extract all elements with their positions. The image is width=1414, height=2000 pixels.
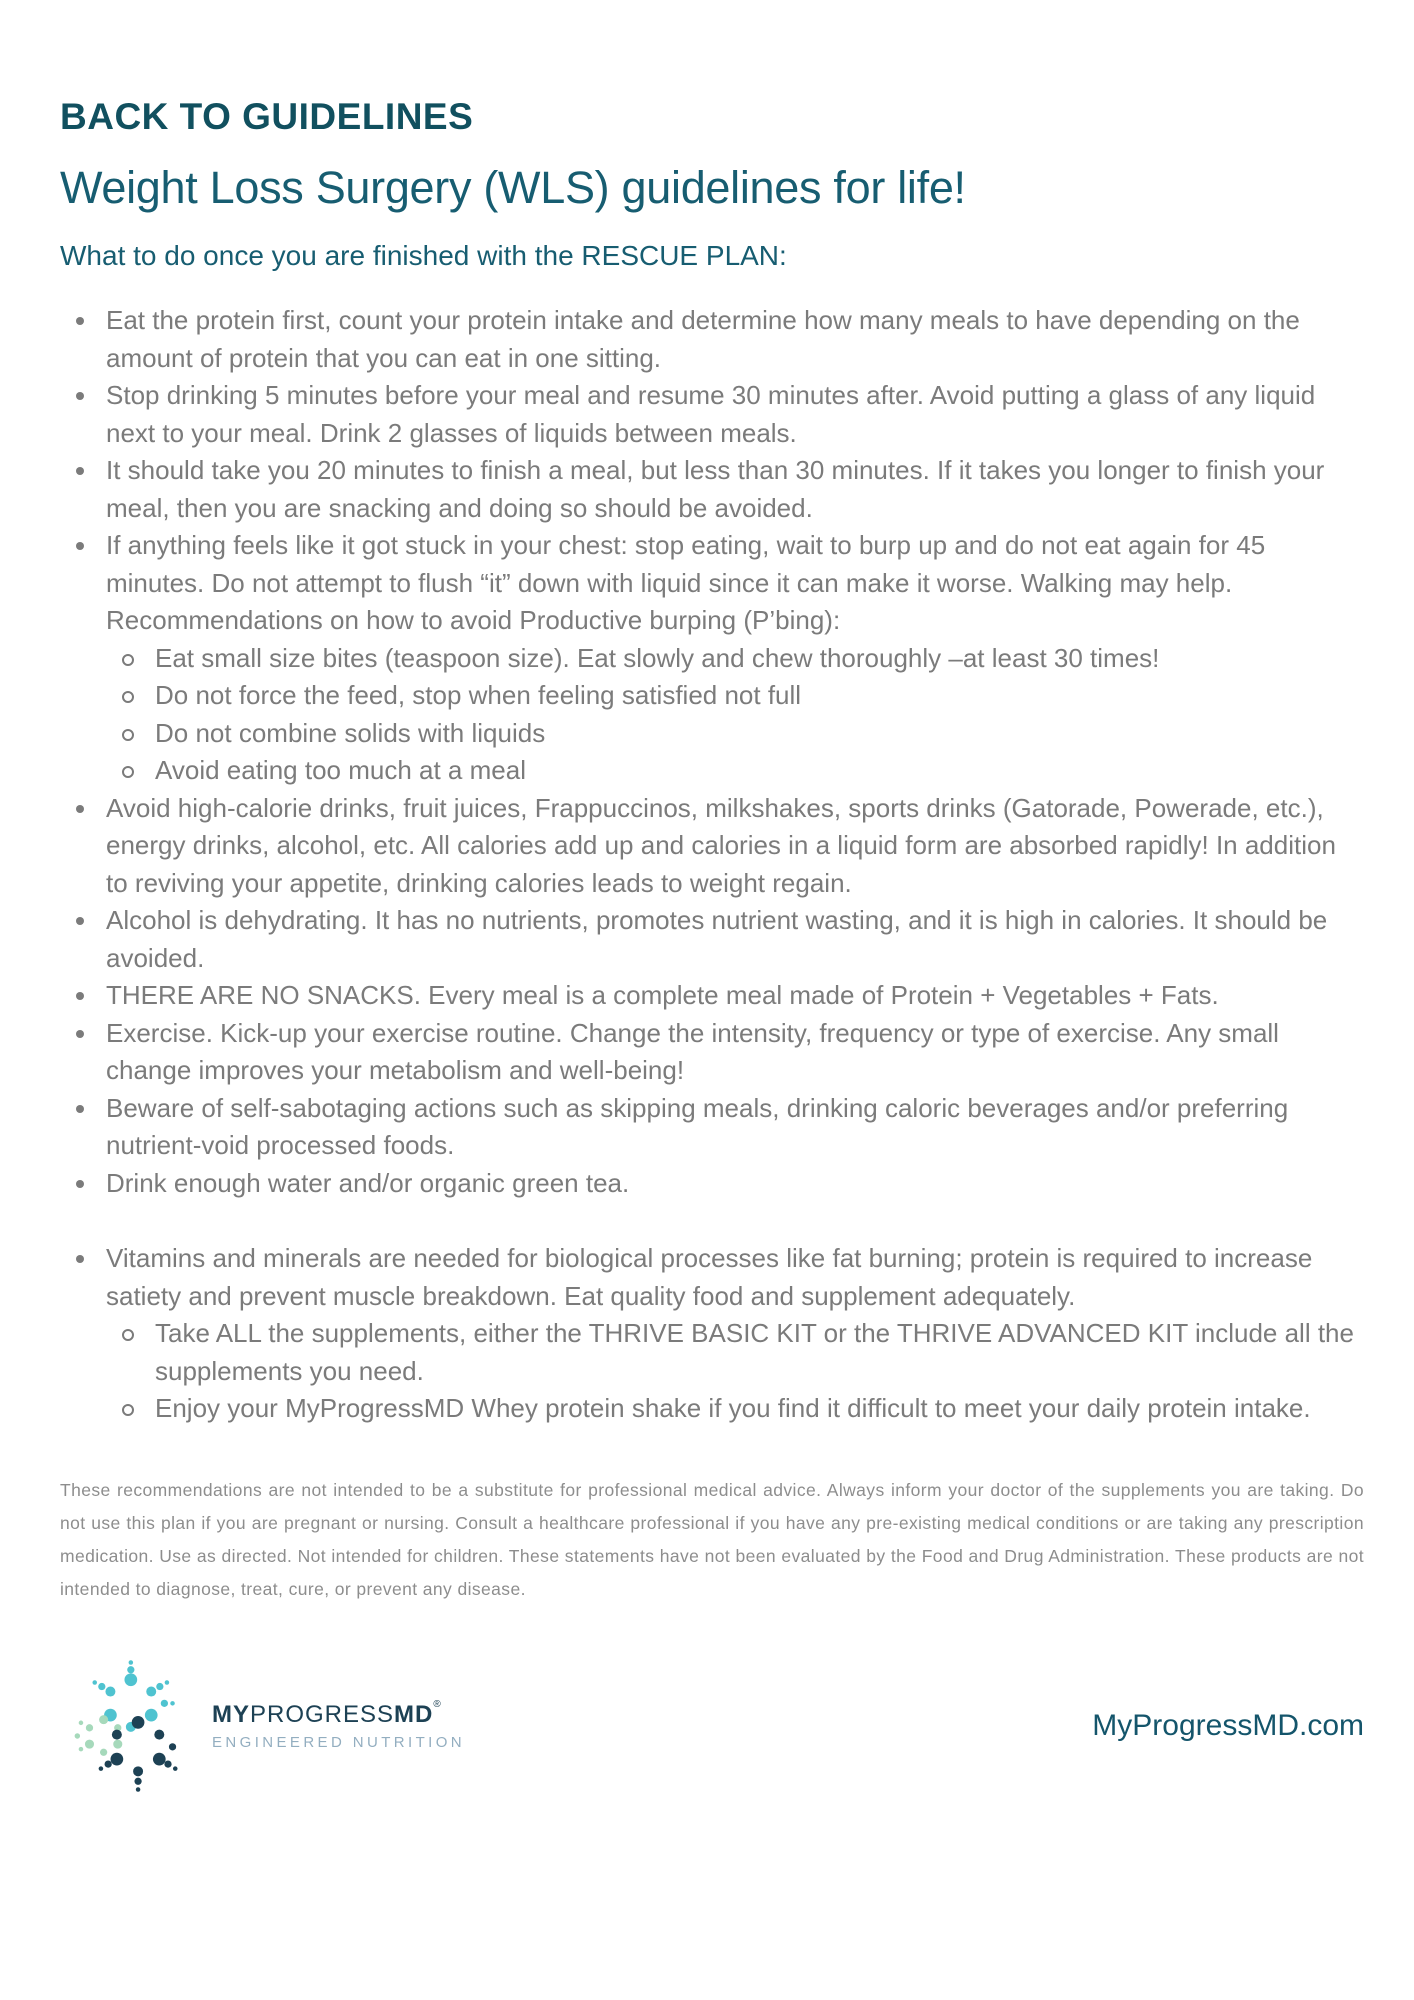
list-item-text: Exercise. Kick-up your exercise routine. Change the intensity, frequency or type of exercise. Any small change improves your metabolism and well-being! bbox=[106, 1017, 1279, 1085]
logo-tagline: ENGINEERED NUTRITION bbox=[212, 1733, 466, 1751]
sub-list-item: Take ALL the supplements, either the THRIVE BASIC KIT or the THRIVE ADVANCED KIT include all the supplements you need. bbox=[106, 1315, 1364, 1390]
website-link[interactable]: MyProgressMD.com bbox=[1092, 1708, 1364, 1742]
page-subtitle: What to do once you are finished with the RESCUE PLAN: bbox=[60, 240, 787, 271]
sub-list-item: Eat small size bites (teaspoon size). Eat slowly and chew thoroughly –at least 30 times! bbox=[106, 640, 1364, 678]
sub-list-item: Do not combine solids with liquids bbox=[106, 715, 1364, 753]
sub-list-item: Avoid eating too much at a meal bbox=[106, 752, 1364, 790]
list-item bbox=[60, 377, 1364, 452]
list-item-text: If anything feels like it got stuck in your chest: stop eating, wait to burp up and do not eat again for 45 minutes. Do not attempt to flush “it” down with liquid since it can make it worse. Walking may help. Recommendations on how to avoid Productive burping (P’bing): bbox=[106, 530, 1266, 635]
list-item bbox=[60, 527, 1364, 790]
list-item bbox=[60, 790, 1364, 903]
logo-word-my: MY bbox=[212, 1700, 250, 1728]
list-item bbox=[60, 1090, 1364, 1165]
sub-list-item: Enjoy your MyProgressMD Whey protein shake if you find it difficult to meet your daily protein intake. bbox=[106, 1390, 1364, 1428]
list-item bbox=[60, 977, 1364, 1015]
sub-list bbox=[106, 1315, 1364, 1428]
logo-wordmark bbox=[212, 1698, 465, 1729]
sub-list-item: Do not force the feed, stop when feeling satisfied not full bbox=[106, 677, 1364, 715]
list-item bbox=[60, 452, 1364, 527]
logo-word-md: MD bbox=[394, 1700, 434, 1728]
registered-trademark-icon: ® bbox=[433, 1698, 442, 1710]
logo-text bbox=[212, 1698, 466, 1751]
list-item-text: THERE ARE NO SNACKS. Every meal is a complete meal made of Protein + Vegetables + Fats. bbox=[106, 980, 1219, 1010]
page-footer bbox=[60, 1658, 1364, 1794]
list-item bbox=[60, 1240, 1364, 1428]
disclaimer-paragraph: These recommendations are not intended to be a substitute for professional medical advice. Always inform your doctor of the supplements you are taking. Do not use this plan if you are pregnant or nursing. Consult a healthcare professional if you have any pre-existing medical conditions or are taking any prescription medication. Use as directed. Not intended for children. These statements have not been evaluated by the Food and Drug Administration. These products are not intended to diagnose, treat, cure, or prevent any disease. bbox=[60, 1479, 1364, 1599]
list-item-text: Avoid high-calorie drinks, fruit juices, Frappuccinos, milkshakes, sports drinks (Gatorade, Powerade, etc.), energy drinks, alcohol, etc. All calories add up and calories in a liquid form are absorbed rapidly! In addition to reviving your appetite, drinking calories leads to weight regain. bbox=[106, 792, 1336, 898]
list-item bbox=[60, 1015, 1364, 1090]
list-item-text: Beware of self-sabotaging actions such as skipping meals, drinking caloric beverages and/or preferring nutrient-void processed foods. bbox=[106, 1092, 1289, 1160]
guidelines-list bbox=[60, 302, 1364, 1428]
molecule-logo-icon bbox=[70, 1658, 198, 1794]
list-item bbox=[60, 902, 1364, 977]
sub-list bbox=[106, 640, 1364, 790]
list-item-text: Stop drinking 5 minutes before your meal and resume 30 minutes after. Avoid putting a glass of any liquid next to your meal. Drink 2 glasses of liquids between meals. bbox=[106, 380, 1316, 448]
list-item-text: It should take you 20 minutes to finish a meal, but less than 30 minutes. If it takes you longer to finish your meal, then you are snacking and doing so should be avoided. bbox=[106, 455, 1325, 523]
list-item bbox=[60, 302, 1364, 377]
disclaimer-text bbox=[60, 1474, 1364, 1606]
list-item-text: Drink enough water and/or organic green tea. bbox=[106, 1167, 630, 1198]
list-item-text: Eat the protein first, count your protein intake and determine how many meals to have depending on the amount of protein that you can eat in one sitting. bbox=[106, 305, 1300, 373]
myprogressmd-logo bbox=[70, 1658, 465, 1794]
logo-word-progress: PROGRESS bbox=[250, 1700, 395, 1728]
back-to-guidelines-link[interactable]: BACK TO GUIDELINES bbox=[60, 96, 474, 137]
list-item-text: Vitamins and minerals are needed for biological processes like fat burning; protein is required to increase satiety and prevent muscle breakdown. Eat quality food and supplement adequately. bbox=[106, 1243, 1313, 1311]
list-item-text: Alcohol is dehydrating. It has no nutrients, promotes nutrient wasting, and it is high in calories. It should be avoided. bbox=[106, 905, 1328, 973]
page-title: Weight Loss Surgery (WLS) guidelines for life! bbox=[60, 162, 966, 213]
list-item bbox=[60, 1165, 1364, 1203]
